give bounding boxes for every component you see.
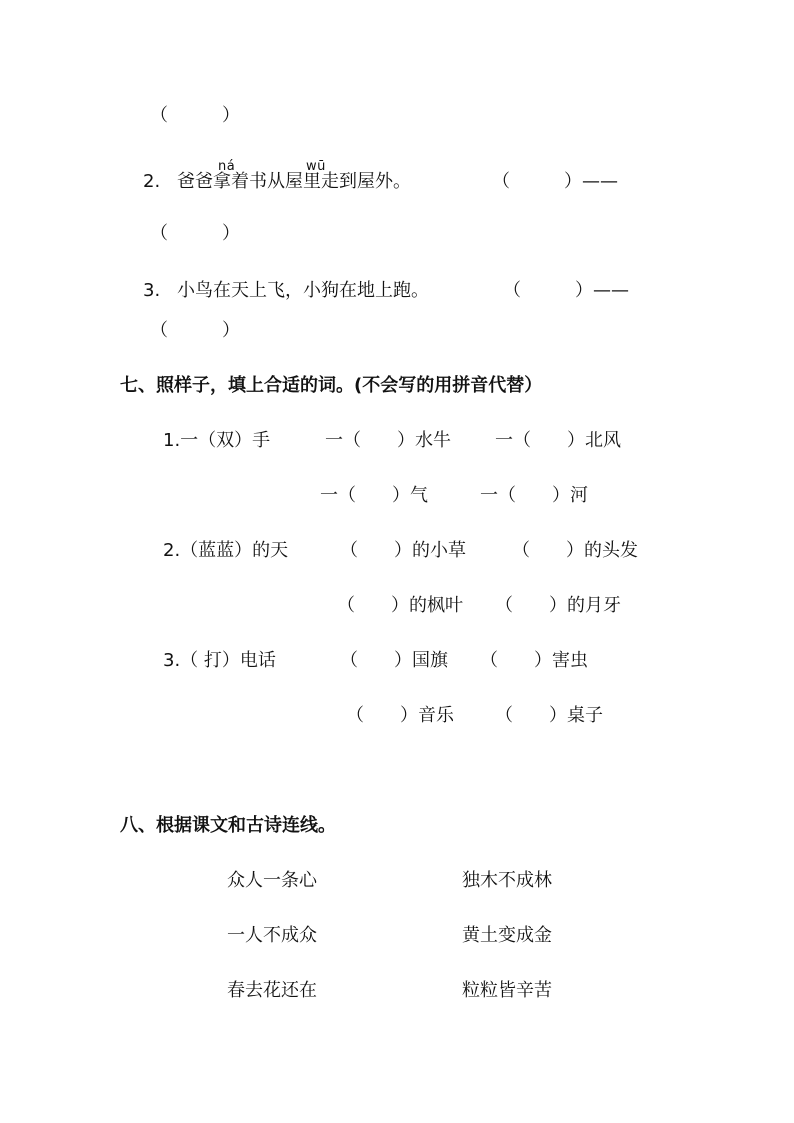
s8-left-item[interactable]: 一人不成众 <box>227 925 317 946</box>
s8-right-item[interactable]: 黄土变成金 <box>462 925 552 946</box>
item3-number: 3. <box>143 280 161 301</box>
item2-part3: 里走到屋外。 <box>303 171 411 192</box>
item3-sentence: 小鸟在天上飞，小狗在地上跑。 <box>177 280 429 301</box>
item2-part1: 爸爸 <box>177 171 213 192</box>
s7-row6-blank-b[interactable]: （ ）桌子 <box>495 705 603 726</box>
s8-right-item[interactable]: 粒粒皆辛苦 <box>462 980 552 1001</box>
s8-left-item[interactable]: 众人一条心 <box>227 870 317 891</box>
s7-row5-blank-a[interactable]: （ ）国旗 <box>340 650 448 671</box>
s7-row3-example: 2.（蓝蓝）的天 <box>163 540 289 561</box>
item2-part2: 着书从 <box>231 171 285 192</box>
item2-char-na: 拿 <box>213 171 231 192</box>
s7-row4-blank-a[interactable]: （ ）的枫叶 <box>337 595 463 616</box>
s7-row1-blank-b[interactable]: 一（ ）北风 <box>495 430 621 451</box>
item3-answer-blank[interactable]: （ ） <box>150 320 240 341</box>
pinyin-wu: wū <box>306 159 326 174</box>
s7-row5-blank-b[interactable]: （ ）害虫 <box>480 650 588 671</box>
pinyin-na: ná <box>218 159 236 174</box>
section7-heading: 七、照样子，填上合适的词。(不会写的用拼音代替） <box>120 375 543 396</box>
s7-row1-blank-a[interactable]: 一（ ）水牛 <box>325 430 451 451</box>
s7-row1-example: 1.一（双）手 <box>163 430 271 451</box>
section8-heading: 八、根据课文和古诗连线。 <box>120 815 336 836</box>
s8-right-item[interactable]: 独木不成林 <box>462 870 552 891</box>
item2-char-wu: 屋 <box>285 171 303 192</box>
item2-blank[interactable]: （ ）—— <box>492 171 618 192</box>
s7-row6-blank-a[interactable]: （ ）音乐 <box>346 705 454 726</box>
item2-answer-blank[interactable]: （ ） <box>150 223 240 244</box>
item2-number: 2. <box>143 171 161 192</box>
s7-row3-blank-b[interactable]: （ ）的头发 <box>512 540 638 561</box>
s8-left-item[interactable]: 春去花还在 <box>227 980 317 1001</box>
item3-blank[interactable]: （ ）—— <box>503 280 629 301</box>
s7-row4-blank-b[interactable]: （ ）的月牙 <box>495 595 621 616</box>
item1-answer-blank[interactable]: （ ） <box>150 105 240 126</box>
s7-row5-example: 3.（ 打）电话 <box>163 650 276 671</box>
s7-row3-blank-a[interactable]: （ ）的小草 <box>340 540 466 561</box>
s7-row2-blank-b[interactable]: 一（ ）河 <box>480 485 588 506</box>
s7-row2-blank-a[interactable]: 一（ ）气 <box>320 485 428 506</box>
item2-sentence <box>177 171 411 193</box>
